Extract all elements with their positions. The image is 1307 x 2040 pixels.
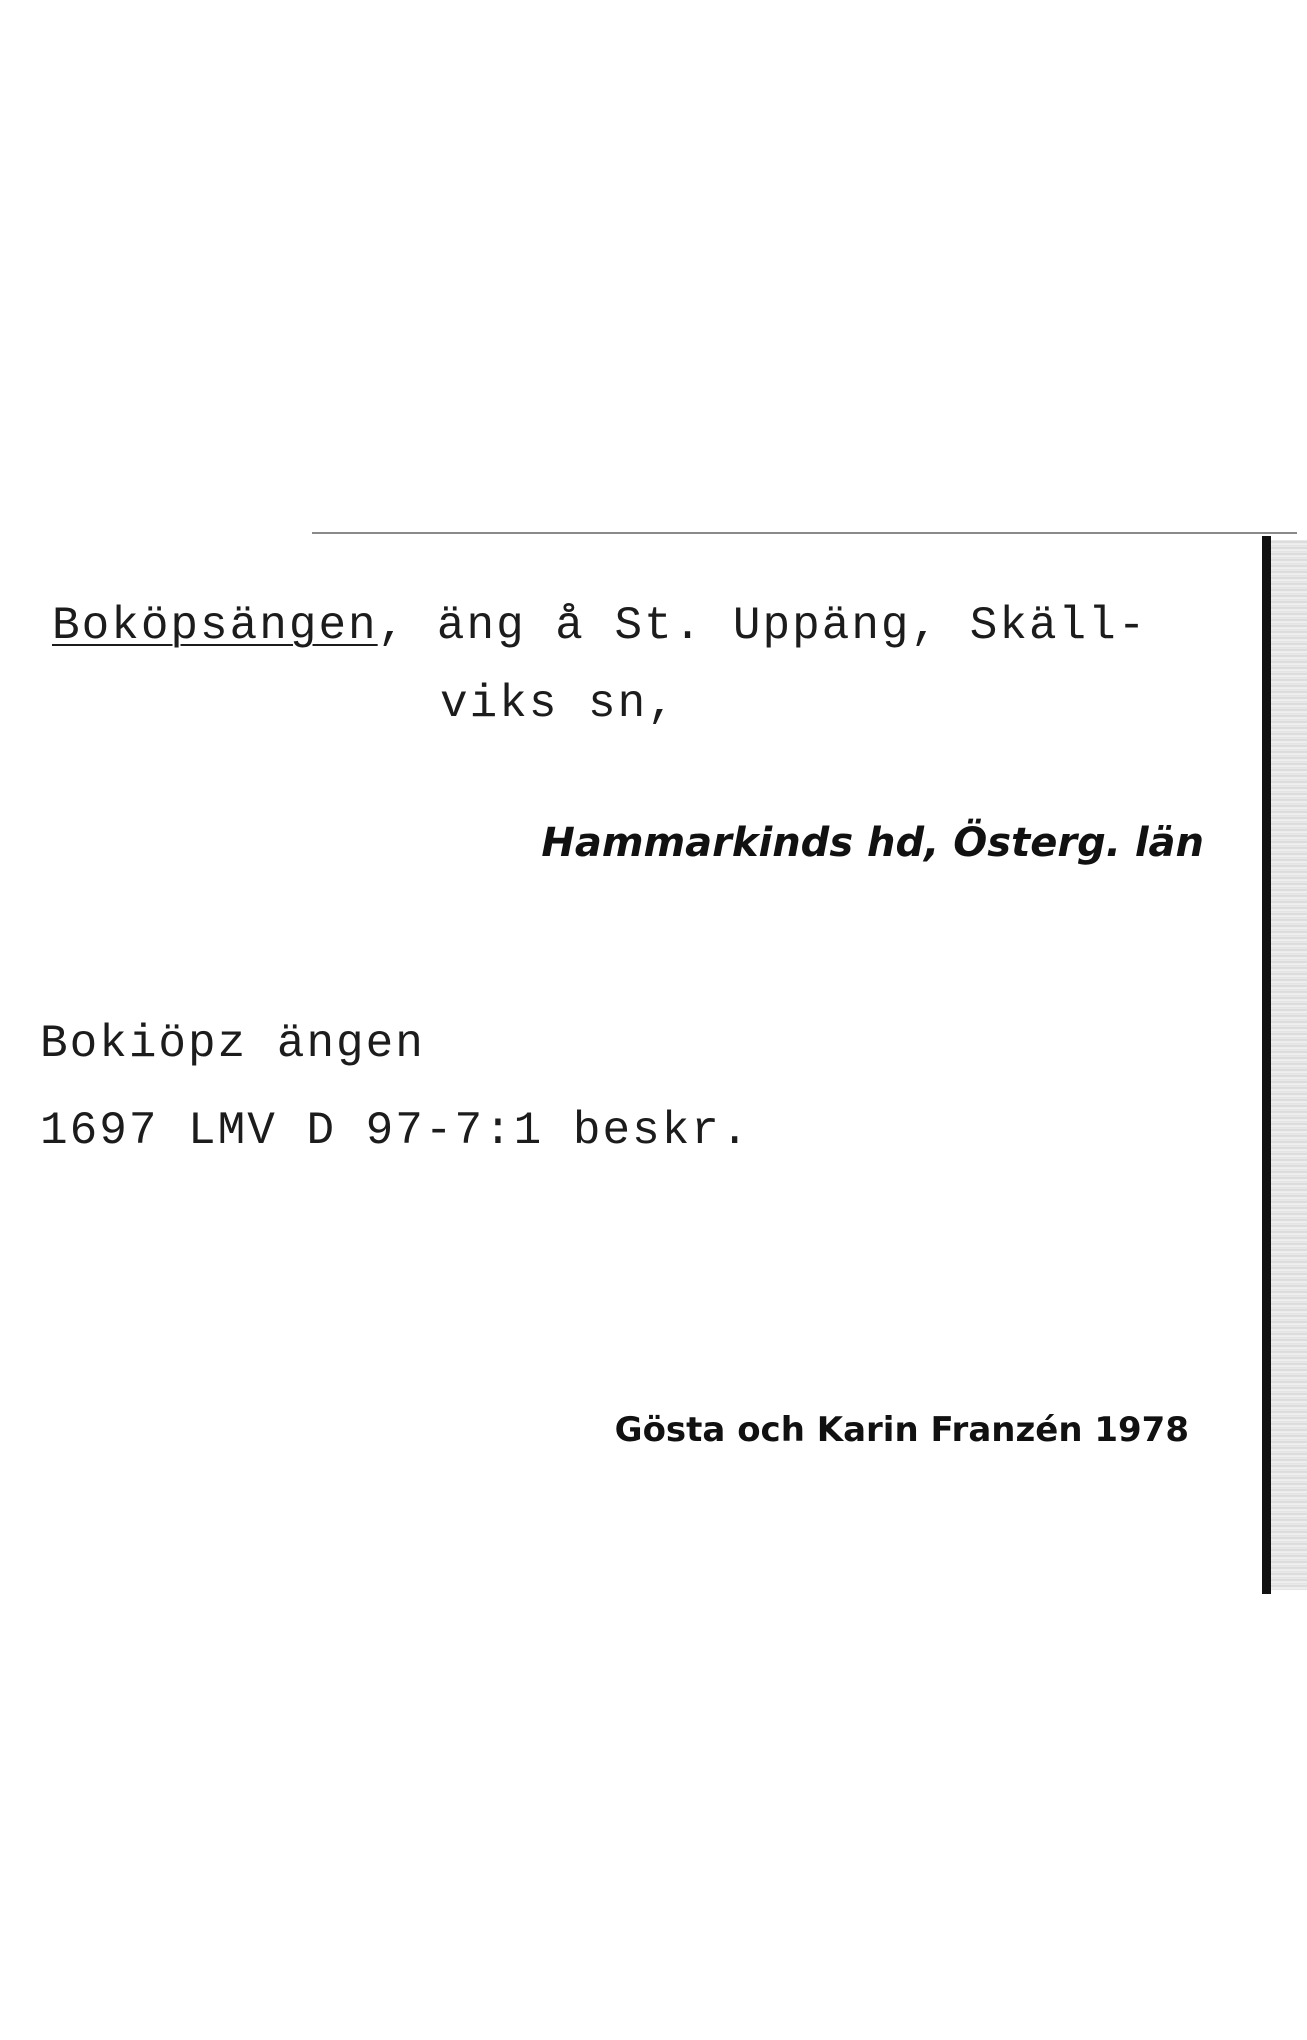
entry-description: , äng å St. Uppäng, Skäll- (377, 600, 1148, 652)
card-edge-shadow (1271, 540, 1307, 1590)
source-reference: 1697 LMV D 97-7:1 beskr. (40, 1105, 751, 1157)
headword: Boköpsängen (52, 600, 378, 652)
source-form: Bokiöpz ängen (40, 1018, 425, 1070)
region-stamp: Hammarkinds hd, Österg. län (541, 820, 1204, 866)
entry-line-2: viks sn, (440, 678, 677, 730)
entry-line-1 (52, 600, 1147, 652)
card-right-edge (1262, 536, 1271, 1594)
card-top-edge (312, 532, 1297, 534)
credit-stamp: Gösta och Karin Franzén 1978 (614, 1410, 1189, 1450)
